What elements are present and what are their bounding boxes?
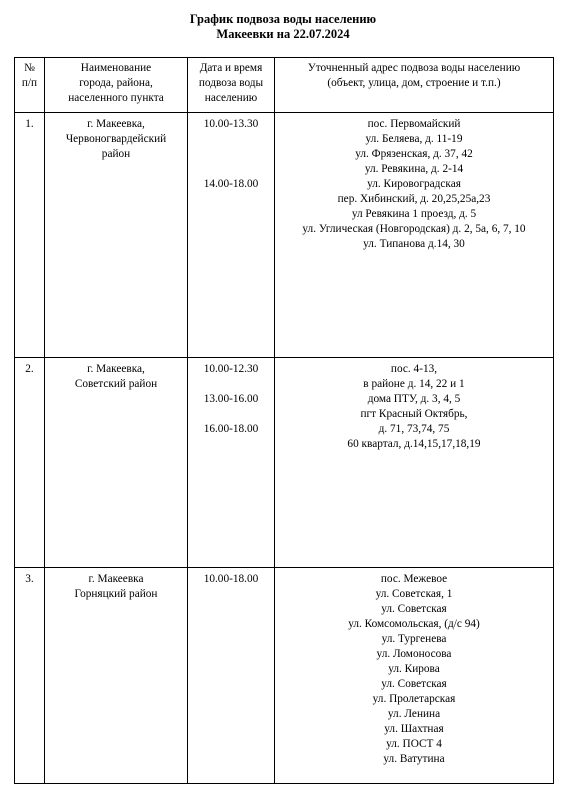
address-line: ул. Беляева, д. 11-19 <box>365 133 463 145</box>
row-num: 1. <box>15 113 45 358</box>
header-num-line: № <box>24 62 35 74</box>
address-line: ул. Пролетарская <box>372 693 456 705</box>
address-line: ул Ревякина 1 проезд, д. 5 <box>351 208 477 220</box>
header-num-line: п/п <box>21 77 38 89</box>
address-line: пос. Первомайский <box>367 118 461 130</box>
row-name-line: Советский район <box>74 378 158 390</box>
address-line: ул. Фрязенская, д. 37, 42 <box>355 148 473 160</box>
row-name-line: г. Макеевка, <box>87 363 145 375</box>
row-name-line: Червоногвардейский <box>65 133 167 145</box>
table-row <box>15 358 554 568</box>
row-name <box>45 113 188 358</box>
row-addresses <box>275 358 554 568</box>
address-line: пгт Красный Октябрь, <box>360 408 468 420</box>
header-name-line: населенного пункта <box>68 92 164 104</box>
title-line-2: Макеевки на 22.07.2024 <box>216 27 350 41</box>
water-schedule-table <box>14 57 554 784</box>
header-time-line: населению <box>204 92 258 104</box>
address-line: ул. Ватутина <box>383 753 445 765</box>
time-slot: 10.00-13.30 <box>203 118 259 130</box>
address-line: пос. 4-13, <box>390 363 438 375</box>
table-row <box>15 568 554 784</box>
row-num: 3. <box>15 568 45 784</box>
header-address-line: Уточненный адрес подвоза воды населению <box>307 62 521 74</box>
address-line: ул. Ревякина, д. 2-14 <box>364 163 464 175</box>
row-times <box>188 113 275 358</box>
row-name <box>45 358 188 568</box>
header-address-line: (объект, улица, дом, строение и т.п.) <box>327 77 501 89</box>
header-time-line: подвоза воды <box>198 77 264 89</box>
row-name-line: район <box>101 148 131 160</box>
address-line: дома ПТУ, д. 3, 4, 5 <box>367 393 461 405</box>
address-line: ул. Советская <box>381 678 447 690</box>
address-line: ул. Типанова д.14, 30 <box>363 238 465 250</box>
row-name <box>45 568 188 784</box>
address-line: ул. Тургенева <box>381 633 447 645</box>
address-line: ул. Шахтная <box>384 723 444 735</box>
row-num: 2. <box>15 358 45 568</box>
address-line: ул. Кирова <box>388 663 440 675</box>
title-line-1: График подвоза воды населению <box>189 12 377 26</box>
row-name-line: Горняцкий район <box>74 588 158 600</box>
row-times <box>188 358 275 568</box>
address-line: ул. Советская, 1 <box>375 588 453 600</box>
row-addresses <box>275 113 554 358</box>
time-slot: 16.00-18.00 <box>203 423 259 435</box>
address-line: в районе д. 14, 22 и 1 <box>363 378 465 390</box>
address-line: ул. ПОСТ 4 <box>386 738 442 750</box>
header-name-line: Наименование <box>80 62 152 74</box>
row-addresses <box>275 568 554 784</box>
header-row <box>15 58 554 113</box>
address-line: пер. Хибинский, д. 20,25,25а,23 <box>337 193 491 205</box>
header-time-line: Дата и время <box>199 62 263 74</box>
header-name <box>45 58 188 113</box>
header-num <box>15 58 45 113</box>
header-address <box>275 58 554 113</box>
time-slot: 10.00-18.00 <box>203 573 259 585</box>
row-times <box>188 568 275 784</box>
address-line: ул. Ломоносова <box>376 648 452 660</box>
document-title <box>0 12 566 42</box>
address-line: ул. Советская <box>381 603 447 615</box>
address-line: 60 квартал, д.14,15,17,18,19 <box>347 438 481 450</box>
row-name-line: г. Макеевка <box>88 573 144 585</box>
time-slot: 10.00-12.30 <box>203 363 259 375</box>
address-line: д. 71, 73,74, 75 <box>378 423 450 435</box>
address-line: пос. Межевое <box>380 573 448 585</box>
time-slot: 14.00-18.00 <box>203 178 259 190</box>
address-line: ул. Кировоградская <box>367 178 461 190</box>
header-time <box>188 58 275 113</box>
address-line: ул. Ленина <box>387 708 441 720</box>
address-line: ул. Углическая (Новгородская) д. 2, 5а, 6, 7, 10 <box>302 223 526 235</box>
table-row <box>15 113 554 358</box>
time-slot: 13.00-16.00 <box>203 393 259 405</box>
address-line: ул. Комсомольская, (д/с 94) <box>348 618 480 630</box>
row-name-line: г. Макеевка, <box>87 118 145 130</box>
header-name-line: города, района, <box>79 77 153 89</box>
